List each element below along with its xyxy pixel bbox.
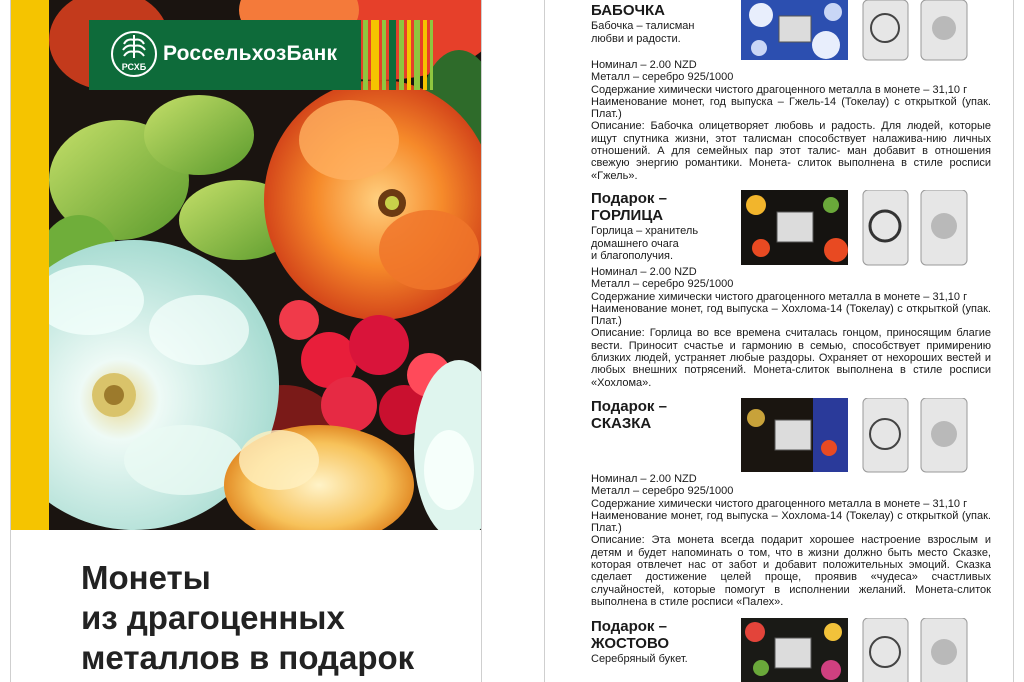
product-dove-photos (741, 190, 971, 268)
title-line: СКАЗКА (591, 415, 652, 432)
title-line: Подарок – (591, 618, 667, 635)
product-description: Описание: Бабочка олицетворяет любовь и радость. Для людей, которые ищут спутника жизни, этот талисман способствует налажива-нию личных отношений. А для семейных пар этот талис- ман добавит в отношения свежую энергию романтики. Монета- слиток выполнена в стиле росписи «Гжель». (591, 120, 991, 182)
spec-name-year: Наименование монет, год выпуска – Хохлома-14 (Токелау) с открыткой (упак. Плат.) (591, 302, 991, 328)
spec-nominal: Номинал – 2.00 NZD (591, 266, 697, 278)
bank-name: РоссельхозБанк (163, 42, 338, 65)
emblem-text: РСХБ (121, 62, 147, 72)
product-tagline (591, 225, 731, 263)
spec-nominal: Номинал – 2.00 NZD (591, 59, 697, 71)
tagline-line: домашнего очага (591, 237, 679, 250)
spec-metal: Металл – серебро 925/1000 (591, 71, 734, 84)
cover-title (81, 558, 414, 678)
title-line: Подарок – (591, 190, 667, 207)
product-zhostovo-photos (741, 618, 971, 682)
spec-nominal: Номинал – 2.00 NZD (591, 473, 697, 485)
product-butterfly-photos (741, 0, 971, 62)
title-line: ЖОСТОВО (591, 635, 670, 652)
yellow-stripe (11, 0, 49, 530)
tagline-line: любви и радости. (591, 32, 681, 45)
bank-emblem-icon (109, 28, 159, 80)
cover-title-line: из драгоценных (81, 599, 345, 636)
spec-name-year: Наименование монет, год выпуска – Хохлома-14 (Токелау) с открыткой (упак. Плат.) (591, 509, 991, 535)
catalog-page (544, 0, 1014, 682)
cover-title-line: металлов в подарок (81, 639, 415, 676)
product-tagline (591, 20, 731, 45)
brand-stripes-icon (355, 20, 439, 90)
spec-metal: Металл – серебро 925/1000 (591, 278, 734, 291)
title-line: ГОРЛИЦА (591, 207, 664, 224)
spec-content: Содержание химически чистого драгоценного металла в монете – 31,10 г (591, 83, 968, 96)
spec-content: Содержание химически чистого драгоценного металла в монете – 31,10 г (591, 497, 968, 510)
product-fairytale-details (591, 473, 991, 608)
spec-metal: Металл – серебро 925/1000 (591, 485, 734, 498)
tagline-line: и благополучия. (591, 250, 674, 262)
cover-page (10, 0, 482, 682)
spec-content: Содержание химически чистого драгоценного металла в монете – 31,10 г (591, 290, 968, 303)
product-dove-details (591, 266, 991, 389)
product-fairytale-photos (741, 398, 971, 474)
cover-title-line: Монеты (81, 559, 211, 596)
title-line: Подарок – (591, 398, 667, 415)
tagline-line: Бабочка – талисман (591, 20, 695, 32)
product-title: БАБОЧКА (591, 2, 666, 19)
product-tagline: Серебряный букет. (591, 653, 688, 665)
product-description: Описание: Горлица во все времена считалась гонцом, приносящим благие вести. Приносит счастье и гармонию в семью, способствует примирению близких людей, устраняет любые раздоры. Охраняет от нехороших вестей и любых внешних потрясений. Монета-слиток выполнена в стиле росписи «Хохлома». (591, 327, 991, 389)
product-butterfly-details (591, 59, 991, 182)
product-description: Описание: Эта монета всегда подарит хорошее настроение взрослым и детям и будет напоминать о том, что в жизни должно быть место Сказке, которая отвлечет нас от забот и добавит положительных эмоций. Сказка сделает достижение целей проще, проявив «чудеса» счастливых случайностей, которые помогут в исполнении желаний. Монета-слиток выполнена в стиле росписи «Палех». (591, 534, 991, 608)
spec-name-year: Наименование монет, год выпуска – Гжель-14 (Токелау) с открыткой (упак. Плат.) (591, 95, 991, 121)
tagline-line: Горлица – хранитель (591, 225, 699, 237)
